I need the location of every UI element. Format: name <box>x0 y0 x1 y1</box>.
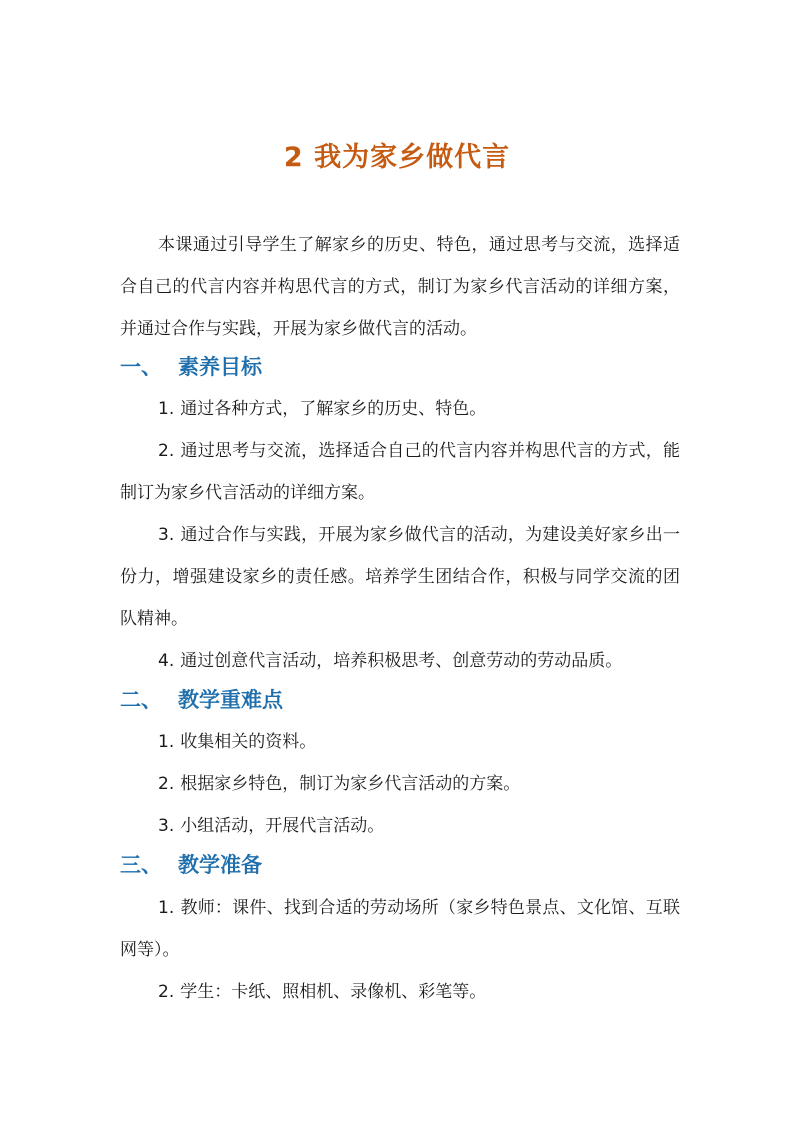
list-item: 3. 小组活动，开展代言活动。 <box>158 816 385 836</box>
section-title: 教学准备 <box>178 853 262 877</box>
list-item: 2. 学生：卡纸、照相机、录像机、彩笔等。 <box>158 982 487 1002</box>
list-item: 1. 通过各种方式，了解家乡的历史、特色。 <box>158 399 487 419</box>
list-item: 4. 通过创意代言活动，培养积极思考、创意劳动的劳动品质。 <box>158 651 623 671</box>
list-item: 2. 根据家乡特色，制订为家乡代言活动的方案。 <box>158 774 521 794</box>
section-title: 素养目标 <box>178 355 262 379</box>
section-heading-2 <box>120 685 283 715</box>
list-item: 1. 教师：课件、找到合适的劳动场所（家乡特色景点、文化馆、互联网等）。 <box>120 898 680 960</box>
list-item: 1. 收集相关的资料。 <box>158 732 317 752</box>
section-number: 二、 <box>120 688 162 712</box>
intro-paragraph: 本课通过引导学生了解家乡的历史、特色，通过思考与交流，选择适合自己的代言内容并构思代言的方式，制订为家乡代言活动的详细方案，并通过合作与实践，开展为家乡做代言的活动。 <box>120 235 680 339</box>
list-item: 2. 通过思考与交流，选择适合自己的代言内容并构思代言的方式，能制订为家乡代言活动的详细方案。 <box>120 441 680 503</box>
section-heading-1 <box>120 352 262 382</box>
section-number: 一、 <box>120 355 162 379</box>
section-title: 教学重难点 <box>178 688 283 712</box>
document-title: 2 我为家乡做代言 <box>283 142 511 173</box>
list-item: 3. 通过合作与实践，开展为家乡做代言的活动，为建设美好家乡出一份力，增强建设家乡的责任感。培养学生团结合作，积极与同学交流的团队精神。 <box>120 525 680 629</box>
section-number: 三、 <box>120 853 162 877</box>
section-heading-3 <box>120 850 262 880</box>
